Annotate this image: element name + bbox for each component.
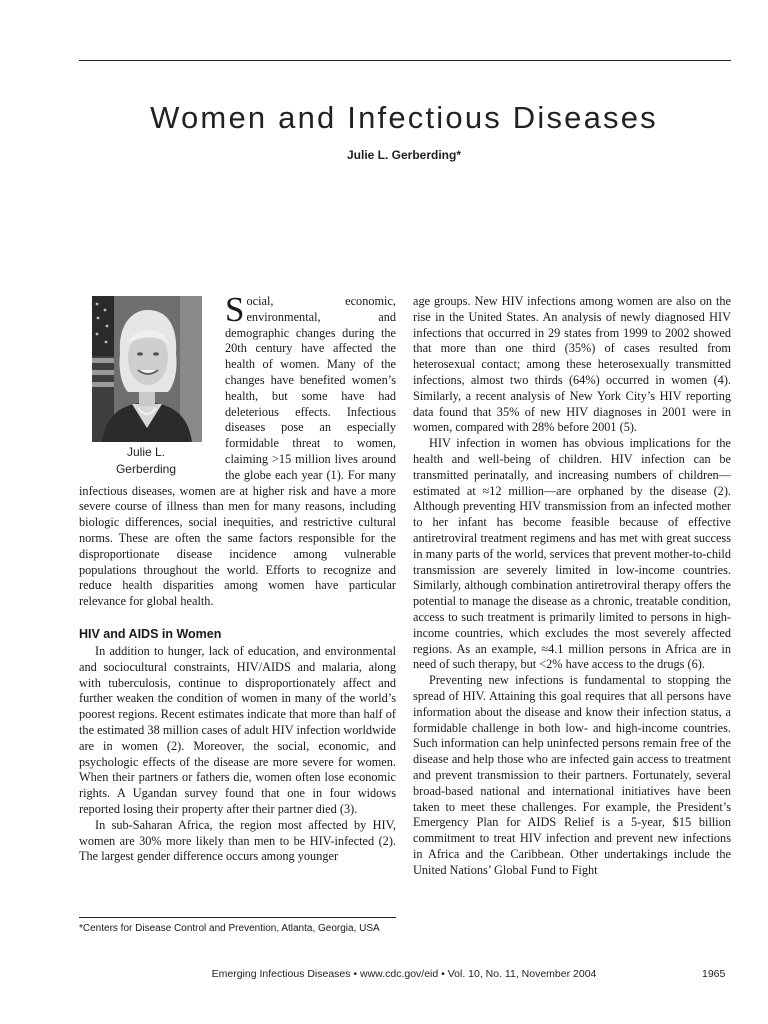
article-title: Women and Infectious Diseases <box>150 100 658 135</box>
body-paragraph: HIV infection in women has obvious implications for the health and well-being of children. HIV infection can be transmitted perinatally, and increasing numbers of children—estimated at ≈12 million—are orphaned by the disease (2). Although preventing HIV transmission from an infected mother to her infant has become feasible because of effective antiretroviral treatment regimens and has met with great success in many parts of the world, services that prevent mother-to-child transmission are severely limited in low-income countries. Similarly, although combination antiretroviral therapy offers the potential to manage the disease as a chronic, treatable condition, access to such treatment is primarily limited to persons in high-income countries, which excludes the most severely affected regions. As an example, ≈4.1 million persons in Africa are in need of such therapy, but <2% have access to the drugs (6). <box>413 436 731 672</box>
journal-footer: Emerging Infectious Diseases • www.cdc.gov/eid • Vol. 10, No. 11, November 2004 <box>211 968 597 980</box>
body-paragraph: Preventing new infections is fundamental to stopping the spread of HIV. Attaining this goal requires that all persons have information about the disease and know their infection status, a formidable challenge in both low- and high-income countries. Such information can help uninfected persons remain free of the disease and help those who are infected gain access to treatment and prevent transmission to their partners. Fortunately, several broad-based national and international initiatives have been taken to meet these challenges. For example, the President’s Emergency Plan for AIDS Relief is a 5-year, $15 billion commitment to treat HIV infection and prevent new infections in Africa and the Caribbean. Other undertakings include the United Nations’ Global Fund to Fight <box>413 673 731 877</box>
top-rule <box>79 60 731 61</box>
article-author: Julie L. Gerberding* <box>346 148 462 162</box>
body-paragraph: In addition to hunger, lack of education, and environmental and sociocultural constraints, HIV/AIDS and malaria, along with tuberculosis, continue to disproportionately affect and further weaken the condition of women in many of the world’s poorest regions. Recent estimates indicate that more than half of the estimated 38 million cases of adult HIV infection worldwide are in women (2). Moreover, the social, economic, and psychologic effects of the disease are more severe for women. When their partners or fathers die, women often lose economic rights. A Ugandan survey found that one in four widows reported losing their property after their partner died (3). <box>79 643 396 816</box>
photo-caption-line1: Julie L. <box>126 445 166 459</box>
affiliation-footnote: *Centers for Disease Control and Prevention, Atlanta, Georgia, USA <box>79 923 380 934</box>
page-number: 1965 <box>702 968 726 980</box>
right-column <box>413 294 731 878</box>
left-column <box>79 290 396 865</box>
footnote-rule <box>79 917 396 918</box>
photo-caption-line2: Gerberding <box>115 462 177 476</box>
intro-text: ocial, economic, environmental, and demographic changes during the 20th century have affected the health of women. Many of the changes have benefited women’s health, but some have had deleterious effects. Infectious diseases pose an especially formidable threat to women, claiming >15 million lives around the globe each year (1). For many infectious diseases, women are at higher risk and have a more severe course of illness than men for many reasons, including biologic differences, social inequities, and restrictive cultural norms. These are often the same factors responsible for the disproportionate disease incidence among vulnerable populations throughout the world. Efforts to recognize and reduce health disparities among women have particular relevance for global health. <box>79 294 396 609</box>
section-heading-hiv-aids: HIV and AIDS in Women <box>79 626 222 641</box>
drop-cap: S <box>225 290 245 329</box>
body-paragraph: age groups. New HIV infections among women are also on the rise in the United States. An analysis of newly diagnosed HIV infections that occurred in 29 states from 1999 to 2002 showed that more than one third (35%) of cases resulted from heterosexual contact; among these heterosexually transmitted infections, almost two thirds (64%) occurred in women (4). Similarly, a recent analysis of New York City’s HIV reporting data found that 35% of new HIV diagnoses in 2001 were in women, compared with 28% before 2001 (5). <box>413 294 731 435</box>
body-paragraph: In sub-Saharan Africa, the region most affected by HIV, women are 30% more likely than men to be HIV-infected (2). The largest gender difference occurs among younger <box>79 817 396 864</box>
photo-float-space <box>79 294 225 480</box>
